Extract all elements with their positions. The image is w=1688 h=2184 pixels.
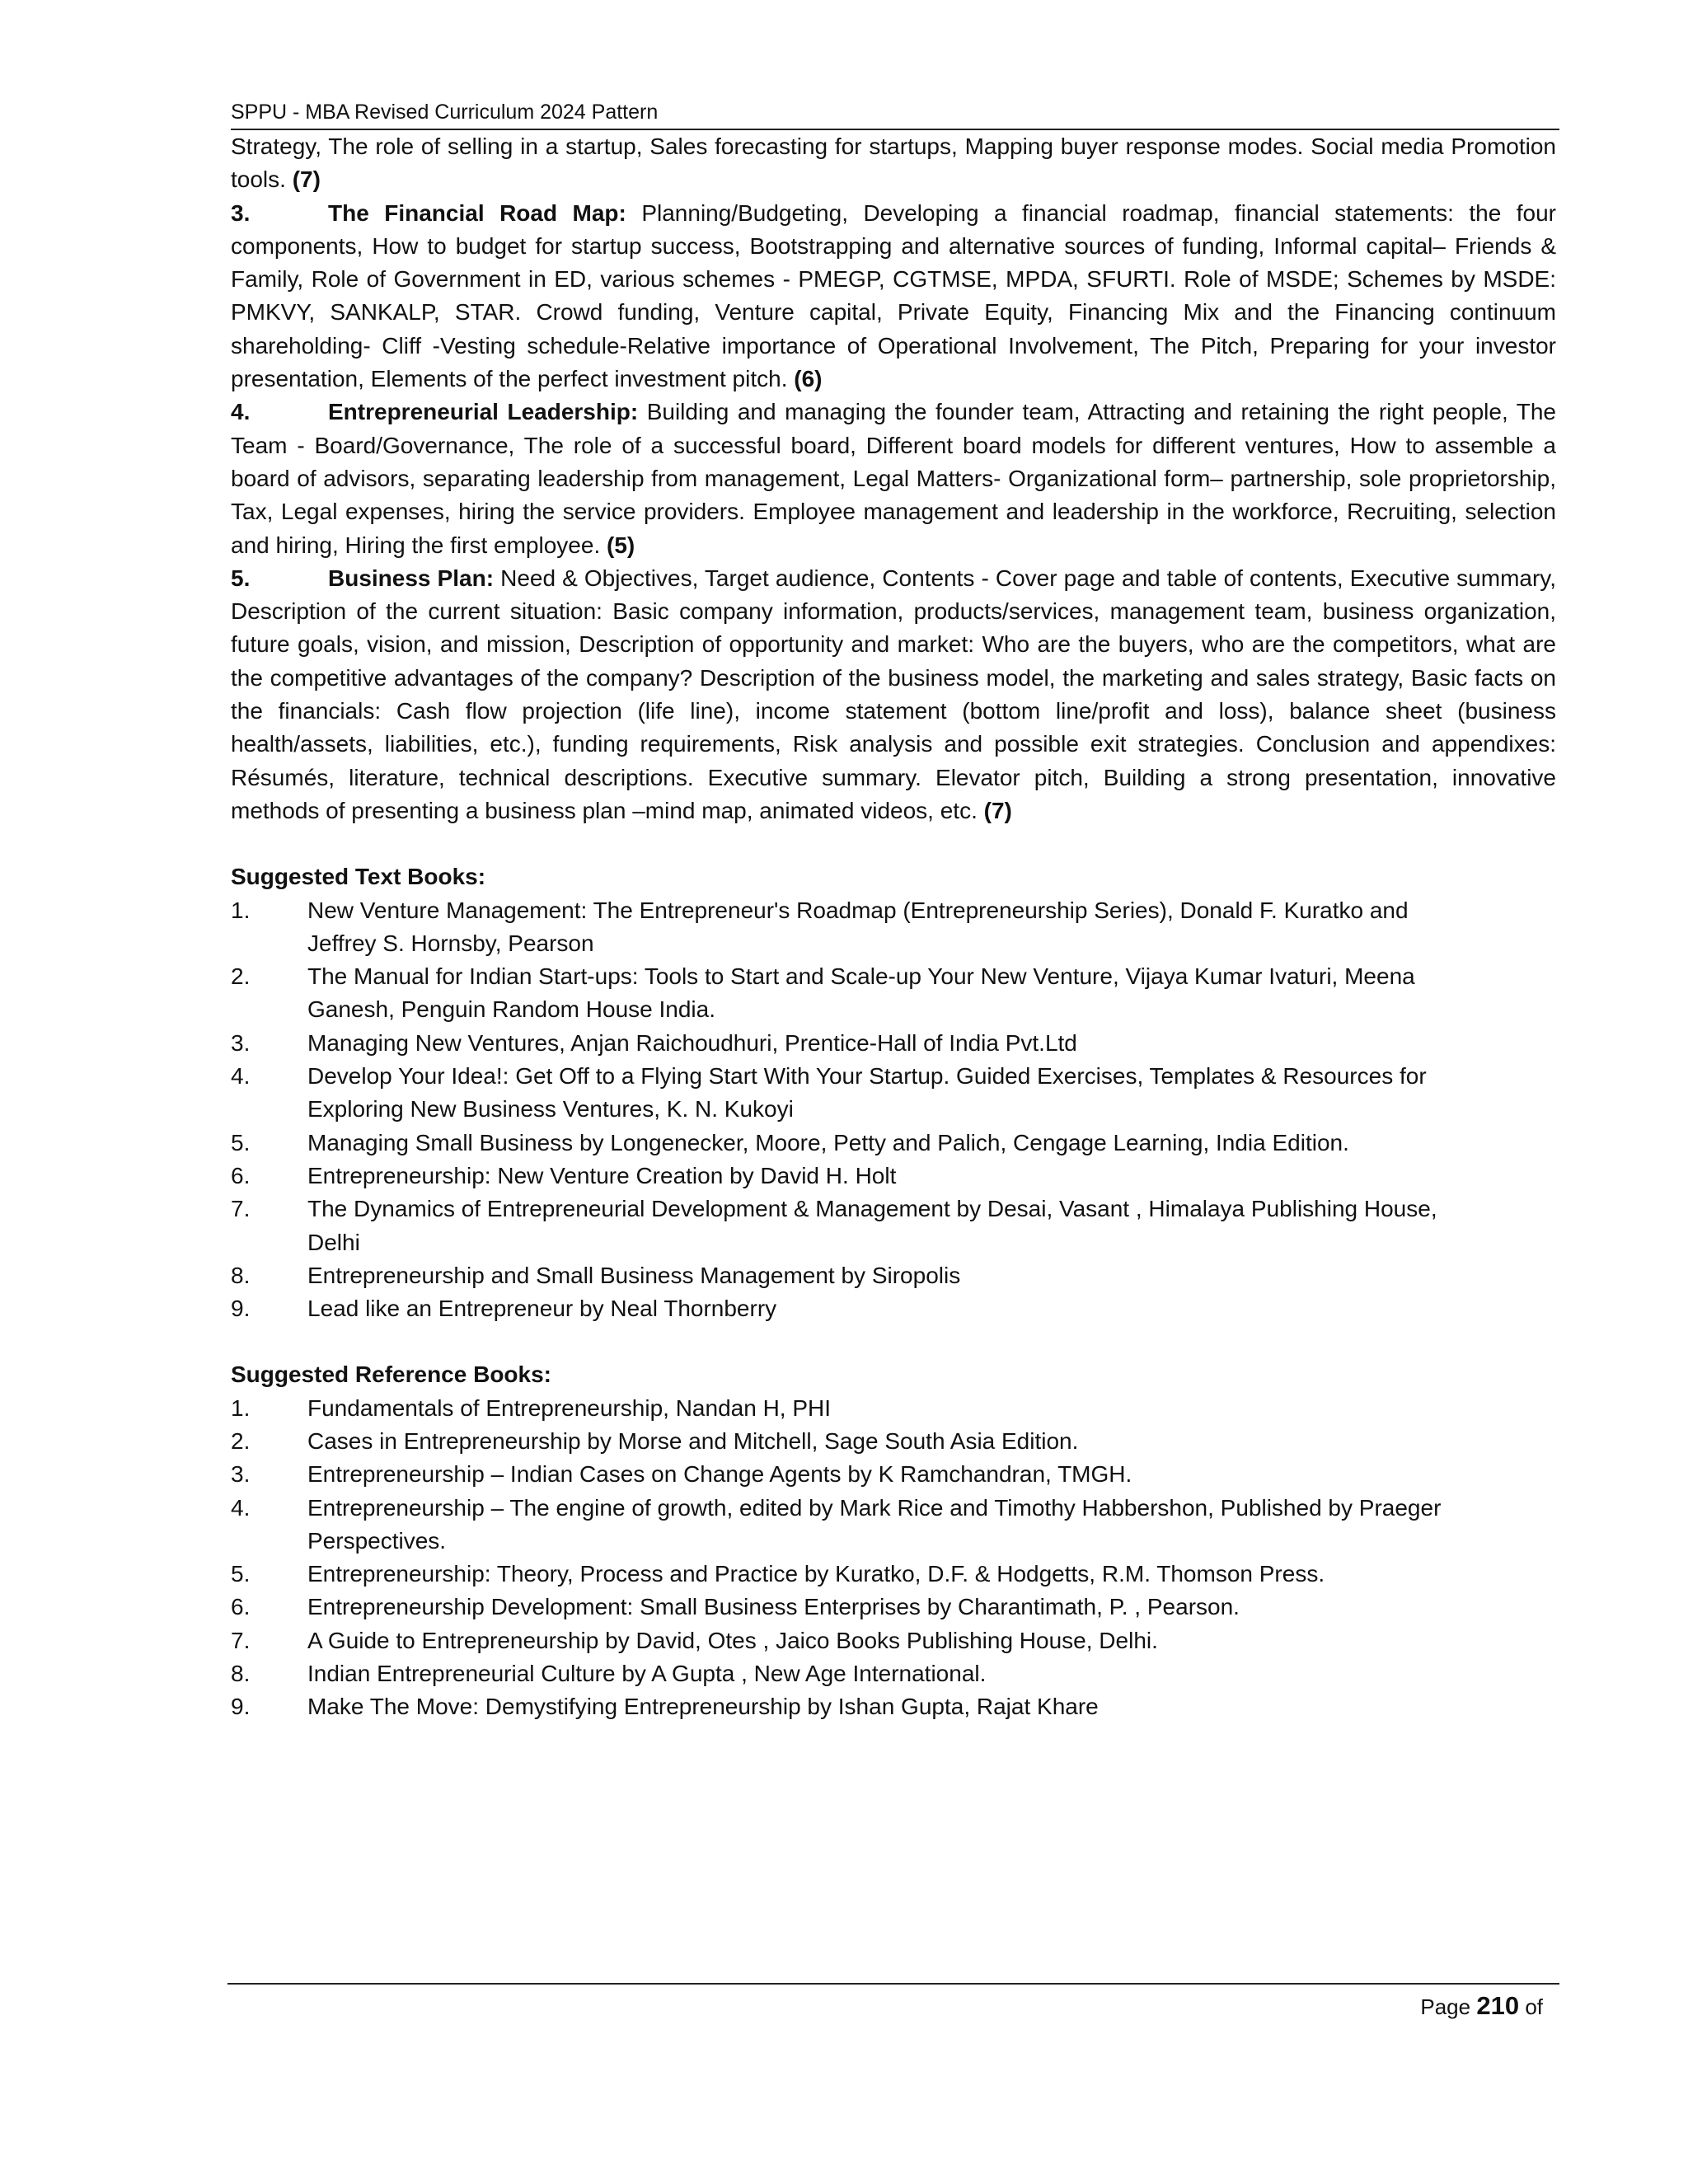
item-text: New Venture Management: The Entrepreneur's Roadmap (Entrepreneurship Series), Donald F. Kuratko and Jeffrey S. Hornsby, Pearson bbox=[307, 897, 1409, 956]
item-text: Make The Move: Demystifying Entrepreneurship by Ishan Gupta, Rajat Khare bbox=[307, 1694, 1099, 1720]
list-item bbox=[231, 1392, 1461, 1425]
page-footer bbox=[227, 1983, 1559, 2020]
unit-number: 4. bbox=[231, 399, 251, 425]
list-item bbox=[231, 1492, 1461, 1558]
item-number: 5. bbox=[231, 1561, 251, 1587]
item-number: 1. bbox=[231, 1394, 251, 1421]
list-item bbox=[231, 1292, 1461, 1325]
unit-hours: (6) bbox=[794, 366, 823, 392]
unit-5 bbox=[231, 562, 1556, 827]
unit-text: Building and managing the founder team, Attracting and retaining the right people, The Team - Board/Governance, The role of a successful board, Different board models for different ventures, How to assemble a board of advisors, separating leadership from management, Legal Matters- Organizational form– partnership, sole proprietorship, Tax, Legal expenses, hiring the service providers. Employee management and leadership in the workforce, Recruiting, selection and hiring, Hiring the first employee. bbox=[231, 399, 1556, 558]
page-prefix: Page bbox=[1420, 1994, 1471, 2019]
item-text: The Manual for Indian Start-ups: Tools to Start and Scale-up Your New Venture, Vijaya Kumar Ivaturi, Meena Ganesh, Penguin Random House India. bbox=[307, 963, 1415, 1023]
item-text: Entrepreneurship: New Venture Creation by David H. Holt bbox=[307, 1162, 897, 1188]
item-text: Cases in Entrepreneurship by Morse and Mitchell, Sage South Asia Edition. bbox=[307, 1427, 1079, 1454]
list-item bbox=[231, 1657, 1461, 1690]
item-text: Entrepreneurship: Theory, Process and Practice by Kuratko, D.F. & Hodgetts, R.M. Thomson Press. bbox=[307, 1561, 1325, 1587]
list-item bbox=[231, 1690, 1461, 1723]
item-text: Entrepreneurship and Small Business Management by Siropolis bbox=[307, 1262, 961, 1288]
item-number: 1. bbox=[231, 897, 251, 923]
list-item bbox=[231, 1425, 1461, 1458]
unit-text: Planning/Budgeting, Developing a financial roadmap, financial statements: the four components, How to budget for startup success, Bootstrapping and alternative sources of funding, Informal capital– Friends & Family, Role of Government in ED, various schemes - PMEGP, CGTMSE, MPDA, SFURTI. Role of MSDE; Schemes by MSDE: PMKVY, SANKALP, STAR. Crowd funding, Venture capital, Private Equity, Financing Mix and the Financing continuum shareholding- Cliff -Vesting schedule-Relative importance of Operational Involvement, The Pitch, Preparing for your investor presentation, Elements of the perfect investment pitch. bbox=[231, 199, 1556, 392]
list-item bbox=[231, 1624, 1461, 1657]
intro-text: Strategy, The role of selling in a startup, Sales forecasting for startups, Mapping buyer response modes. Social media Promotion tools. bbox=[231, 134, 1556, 193]
item-text: Entrepreneurship Development: Small Business Enterprises by Charantimath, P. , Pearson. bbox=[307, 1594, 1240, 1620]
item-text: Entrepreneurship – The engine of growth, edited by Mark Rice and Timothy Habbershon, Published by Praeger Perspectives. bbox=[307, 1494, 1442, 1554]
item-number: 6. bbox=[231, 1594, 251, 1620]
item-text: Managing New Ventures, Anjan Raichoudhuri, Prentice-Hall of India Pvt.Ltd bbox=[307, 1029, 1077, 1056]
item-number: 4. bbox=[231, 1494, 251, 1521]
item-number: 7. bbox=[231, 1627, 251, 1653]
intro-hours: (7) bbox=[292, 166, 321, 193]
header-text: SPPU - MBA Revised Curriculum 2024 Pattern bbox=[231, 101, 659, 124]
item-number: 3. bbox=[231, 1461, 251, 1488]
list-item bbox=[231, 1458, 1461, 1491]
list-item bbox=[231, 1259, 1461, 1292]
reference-books-heading: Suggested Reference Books: bbox=[231, 1361, 551, 1388]
unit-title: Business Plan: bbox=[328, 565, 495, 591]
unit-hours: (5) bbox=[607, 532, 635, 558]
unit-title: The Financial Road Map: bbox=[328, 199, 626, 226]
reference-books-list bbox=[231, 1392, 1556, 1724]
unit-4 bbox=[231, 396, 1556, 561]
list-item bbox=[231, 894, 1461, 961]
document-body bbox=[231, 130, 1556, 1724]
page-number-value: 210 bbox=[1476, 1991, 1520, 2020]
unit-text: Need & Objectives, Target audience, Contents - Cover page and table of contents, Executive summary, Description of the current situation: Basic company information, products/services, management team, business organization, future goals, vision, and mission, Description of opportunity and market: Who are the buyers, who are the competitors, what are the competitive advantages of the company? Description of the business model, the marketing and sales strategy, Basic facts on the financials: Cash flow projection (life line), income statement (bottom line/profit and loss), balance sheet (business health/assets, liabilities, etc.), funding requirements, Risk analysis and possible exit strategies. Conclusion and appendixes: Résumés, literature, technical descriptions. Executive summary. Elevator pitch, Building a strong presentation, innovative methods of presenting a business plan –mind map, animated videos, etc. bbox=[231, 565, 1556, 823]
item-text: Entrepreneurship – Indian Cases on Change Agents by K Ramchandran, TMGH. bbox=[307, 1461, 1132, 1488]
item-number: 9. bbox=[231, 1694, 251, 1720]
item-number: 2. bbox=[231, 1427, 251, 1454]
list-item bbox=[231, 1193, 1461, 1259]
list-item bbox=[231, 1060, 1461, 1127]
item-number: 2. bbox=[231, 963, 251, 990]
page-suffix: of bbox=[1525, 1994, 1543, 2019]
unit-number: 5. bbox=[231, 565, 251, 591]
unit-number: 3. bbox=[231, 199, 251, 226]
item-text: Managing Small Business by Longenecker, Moore, Petty and Palich, Cengage Learning, India Edition. bbox=[307, 1129, 1349, 1155]
list-item bbox=[231, 960, 1461, 1027]
item-number: 3. bbox=[231, 1029, 251, 1056]
page-header bbox=[231, 97, 1559, 130]
item-text: Indian Entrepreneurial Culture by A Gupta , New Age International. bbox=[307, 1661, 987, 1687]
list-item bbox=[231, 1160, 1461, 1193]
item-number: 4. bbox=[231, 1063, 251, 1090]
item-number: 8. bbox=[231, 1262, 251, 1288]
text-books-list bbox=[231, 894, 1556, 1326]
item-number: 8. bbox=[231, 1661, 251, 1687]
item-text: Fundamentals of Entrepreneurship, Nandan H, PHI bbox=[307, 1394, 832, 1421]
text-books-heading: Suggested Text Books: bbox=[231, 864, 486, 890]
item-text: The Dynamics of Entrepreneurial Development & Management by Desai, Vasant , Himalaya Publishing House, Delhi bbox=[307, 1196, 1437, 1255]
item-number: 7. bbox=[231, 1196, 251, 1222]
list-item bbox=[231, 1558, 1461, 1591]
intro-paragraph bbox=[231, 130, 1556, 197]
list-item bbox=[231, 1027, 1461, 1060]
unit-hours: (7) bbox=[983, 797, 1012, 823]
page-number bbox=[1420, 1990, 1543, 2023]
item-number: 5. bbox=[231, 1129, 251, 1155]
list-item bbox=[231, 1591, 1461, 1624]
item-text: Develop Your Idea!: Get Off to a Flying Start With Your Startup. Guided Exercises, Templates & Resources for Exploring New Business Ventures, K. N. Kukoyi bbox=[307, 1063, 1427, 1122]
item-text: Lead like an Entrepreneur by Neal Thornberry bbox=[307, 1296, 777, 1322]
item-number: 9. bbox=[231, 1296, 251, 1322]
unit-title: Entrepreneurial Leadership: bbox=[328, 399, 639, 425]
item-text: A Guide to Entrepreneurship by David, Otes , Jaico Books Publishing House, Delhi. bbox=[307, 1627, 1158, 1653]
unit-3 bbox=[231, 197, 1556, 396]
list-item bbox=[231, 1127, 1461, 1160]
item-number: 6. bbox=[231, 1162, 251, 1188]
